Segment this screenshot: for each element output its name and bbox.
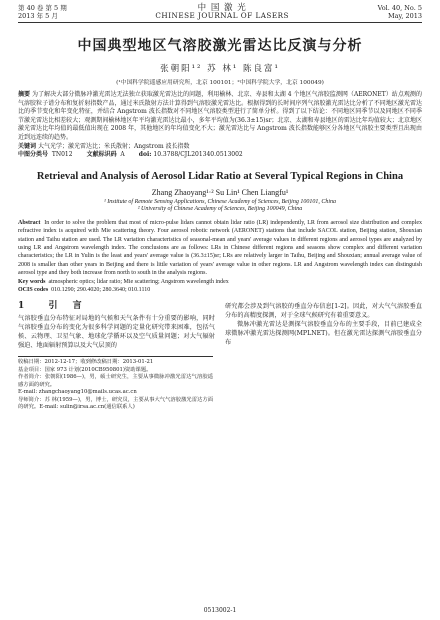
journal-name-en: CHINESE JOURNAL OF LASERS — [155, 11, 289, 20]
classification-line — [18, 151, 422, 160]
keywords-cn — [18, 143, 422, 152]
abstract-cn — [18, 91, 422, 143]
abstract-en-text: In order to solve the problem that most of micro-pulse lidars cannot obtain lidar ratio (LR) independently, LR from aerosol size distribution and complex refractive index is acquired with Mie scattering theory. Four aerosol robotic network (AERONET) stations that include SACOL station, Beijing station, Shouxian station and Taihu station are used. The LR variation characteristics of seasonal-mean and years' average values in different regions and aerosol types are analyzed by using LR and Angstrom wavelength index. The conclusions are as follows: LRs in Chinese different regions and seasons show complex and different variation characteristics; the LR in Yulin is the least and years' average value is (36.3±15)sr; LRs are relatively larger in Taihu, Beijing and Shouxian; annual average value of 2008 is smaller than other years in Beijing and there is little variation of years' average value in other regions. LR and Angstrom wavelength index can distinguish aerosol type and they both increase from north to south in the analysis regions. — [18, 219, 423, 277]
paper-title-en: Retrieval and Analysis of Aerosol Lidar Ratio at Several Typical Regions in China — [36, 170, 404, 182]
affiliation-en — [18, 199, 422, 214]
affiliation-en-2: ² University of Chinese Academy of Sciences, Beijing 100049, China — [137, 206, 303, 213]
volume-issue-cn: 第 40 卷 第 5 期 — [18, 4, 67, 12]
paper-title-cn: 中国典型地区气溶胶激光雷达比反演与分析 — [77, 38, 363, 54]
page-number: 0513002-1 — [203, 607, 237, 614]
journal-name-cn: 中 国 激 光 — [197, 3, 247, 13]
section-title: 引 言 — [48, 301, 88, 312]
doi-label: doi: — [138, 151, 152, 159]
body-columns — [18, 302, 422, 412]
abstract-en-label: Abstract — [18, 219, 41, 226]
footnote-author: 作者简介：张朝阳(1986—)，男，硕士研究生，主要从事微脉冲激光雷达气溶胶遥感方面的研究。 — [18, 374, 213, 388]
ocis-text: 010.1290; 290.4020; 280.3640; 010.1110 — [51, 287, 151, 293]
ocis-label: OCIS codes — [18, 287, 49, 293]
clc-label: 中图分类号 — [18, 151, 49, 159]
doc-group — [87, 151, 125, 160]
right-column — [225, 302, 422, 412]
section-number: 1 — [18, 301, 31, 312]
date-en: May, 2013 — [387, 12, 422, 20]
keywords-en-label: Key words — [18, 278, 46, 285]
keywords-cn-label: 关键词 — [18, 142, 37, 150]
footnote-advisor: 导师简介：苏 林(1959—)，男，博士，研究员，主要从事大气气溶胶激光雷达方面的研究。E-mail: sulin@irsa.ac.cn(通信联系人) — [18, 396, 213, 411]
keywords-cn-text: 大气光学；激光雷达比；米氏散射；Angstrom 波长指数 — [37, 142, 190, 150]
keywords-en-text: atmospheric optics; lidar ratio; Mie scattering; Angstrom wavelength index — [48, 278, 229, 285]
authors-cn: 张朝阳¹² 苏 林¹ 陈良富¹ — [160, 64, 280, 74]
clc-value: TN012 — [51, 151, 73, 159]
volume-info — [18, 4, 67, 20]
header-rule — [18, 22, 422, 23]
footnotes — [18, 356, 213, 412]
authors-en: Zhang Zhaoyang¹·² Su Lin¹ Chen Liangfu¹ — [151, 187, 289, 197]
doc-label: 文献标识码 — [86, 151, 117, 159]
intro-paragraph-right-1: 研究都会涉及到气溶胶的垂直分布信息[1-2]。因此，对大气气溶胶垂直分布的高精度探测，对于全球气候研究有着重要意义。 — [225, 303, 422, 320]
running-header — [18, 0, 422, 20]
ocis-codes — [18, 286, 422, 294]
intro-paragraph-right-2: 微脉冲激光雷达是测探气溶胶垂直分布的主要手段，目前已建成全球微脉冲激光雷达探测网(MPLNET)。但在激光雷达探测气溶胶垂直分布 — [225, 321, 422, 347]
left-column — [18, 302, 215, 412]
footnote-received: 收稿日期：2012-12-17；收到修改稿日期：2013-01-21 — [18, 359, 154, 366]
intro-paragraph-left: 气溶胶垂直分布特征对局地的气候和天气条件有十分重要的影响，同时气溶胶垂直分布的变化为很多科学问题的定量化研究带来困难，包括气候、云物理、卫星气象、地球化学循环以及空气质量问题；对大气辐射强迫、地面辐射预算以及大气层顶的 — [18, 315, 215, 350]
clc-group — [18, 151, 73, 160]
abstract-cn-label: 摘要 — [18, 91, 31, 98]
volume-info-en — [378, 4, 422, 20]
abstract-cn-text: 为了解决大部分微脉冲激光雷达无法独立获取激光雷达比的问题，利用榆林、北京、寿县和太湖 4 个地区气溶胶监测网（AERONET）站点观测的气溶胶粒子谱分布和复折射指数产品，通过米氏散射方法计算得到气溶胶激光雷达比。根据得到的长时间序列气溶胶激光雷达比分析了不同地区激光雷达比的季节变化和年变化特征，并结合 Angstrom 波长指数对不同地区气溶胶类型进行了简单分析。得到了以下结论：不同地区同季节以及同地区不同季节激光雷达比相差较大；观测期间榆林地区年平均激光雷达比最小，多年平均值为(36.3±15)sr；北京、太湖和寿县地区的雷达比年均值较大；北京地区激光雷达比年均值的最低值出现在 2008 年，其他地区的年均值变化不大；激光雷达比与 Angstrom 波长指数能够区分各地区气溶胶主要类型且出现由近到远连续的趋势。 — [18, 91, 422, 141]
journal-name — [155, 4, 289, 20]
date-cn: 2013 年 5 月 — [18, 12, 58, 20]
keywords-en — [18, 278, 422, 286]
footnote-fund: 基金项目：国家 973 计划(2010CB950801)资助课题。 — [18, 366, 152, 373]
abstract-en — [18, 219, 422, 278]
affiliation-en-1: ¹ Institute of Remote Sensing Applications, Chinese Academy of Sciences, Beijing 100101, China — [103, 198, 337, 205]
volume-issue-en: Vol. 40, No. 5 — [377, 4, 422, 12]
doi-group — [139, 151, 243, 160]
doc-value: A — [120, 151, 125, 159]
doi-value[interactable]: 10.3788/CJL201340.0513002 — [153, 151, 243, 159]
section-heading — [18, 302, 215, 311]
affiliation-cn: (¹中国科学院遥感应用研究所，北京 100101；²中国科学院大学，北京 100049) — [116, 80, 324, 86]
footnote-email[interactable]: E-mail: zhangchaoyang10@mails.ucas.ac.cn — [18, 389, 137, 396]
